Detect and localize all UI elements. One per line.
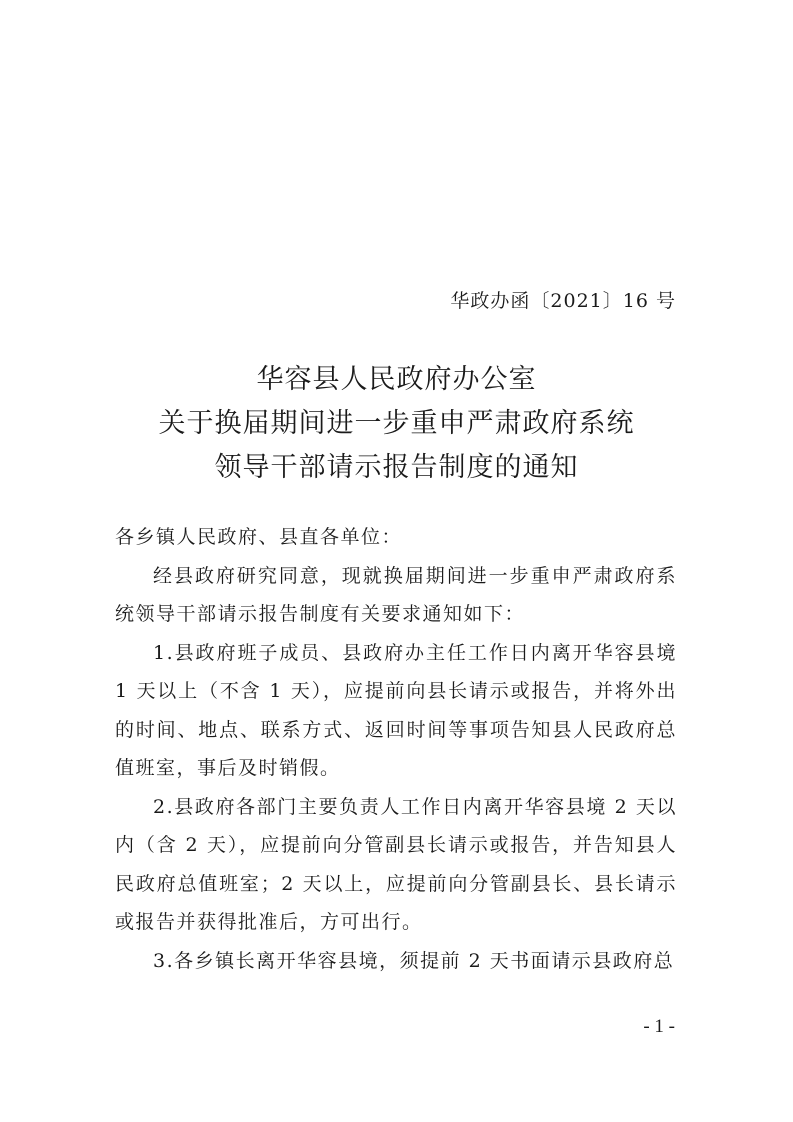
document-title [0, 358, 793, 490]
page-number: - 1 - [643, 1016, 675, 1037]
intro-paragraph: 经县政府研究同意，现就换届期间进一步重申严肃政府系统领导干部请示报告制度有关要求通知如下： [115, 564, 677, 625]
title-line-1: 华容县人民政府办公室 [256, 364, 537, 395]
item-3-paragraph: 3.各乡镇长离开华容县境，须提前 2 天书面请示县政府总 [153, 949, 675, 972]
document-body [115, 518, 677, 980]
title-line-3: 领导干部请示报告制度的通知 [214, 452, 579, 483]
salutation: 各乡镇人民政府、县直各单位： [115, 526, 403, 548]
item-2-paragraph: 2.县政府各部门主要负责人工作日内离开华容县境 2 天以内（含 2 天），应提前向分管副县长请示或报告，并告知县人民政府总值班室；2 天以上，应提前向分管副县长、县长请示或报告并获得批准后，方可出行。 [115, 795, 677, 933]
item-1-paragraph: 1.县政府班子成员、县政府办主任工作日内离开华容县境1 天以上（不含 1 天），应提前向县长请示或报告，并将外出的时间、地点、联系方式、返回时间等事项告知县人民政府总值班室，事后及时销假。 [115, 641, 677, 779]
title-line-2: 关于换届期间进一步重申严肃政府系统 [158, 408, 635, 439]
document-number: 华政办函〔2021〕16 号 [450, 290, 676, 312]
